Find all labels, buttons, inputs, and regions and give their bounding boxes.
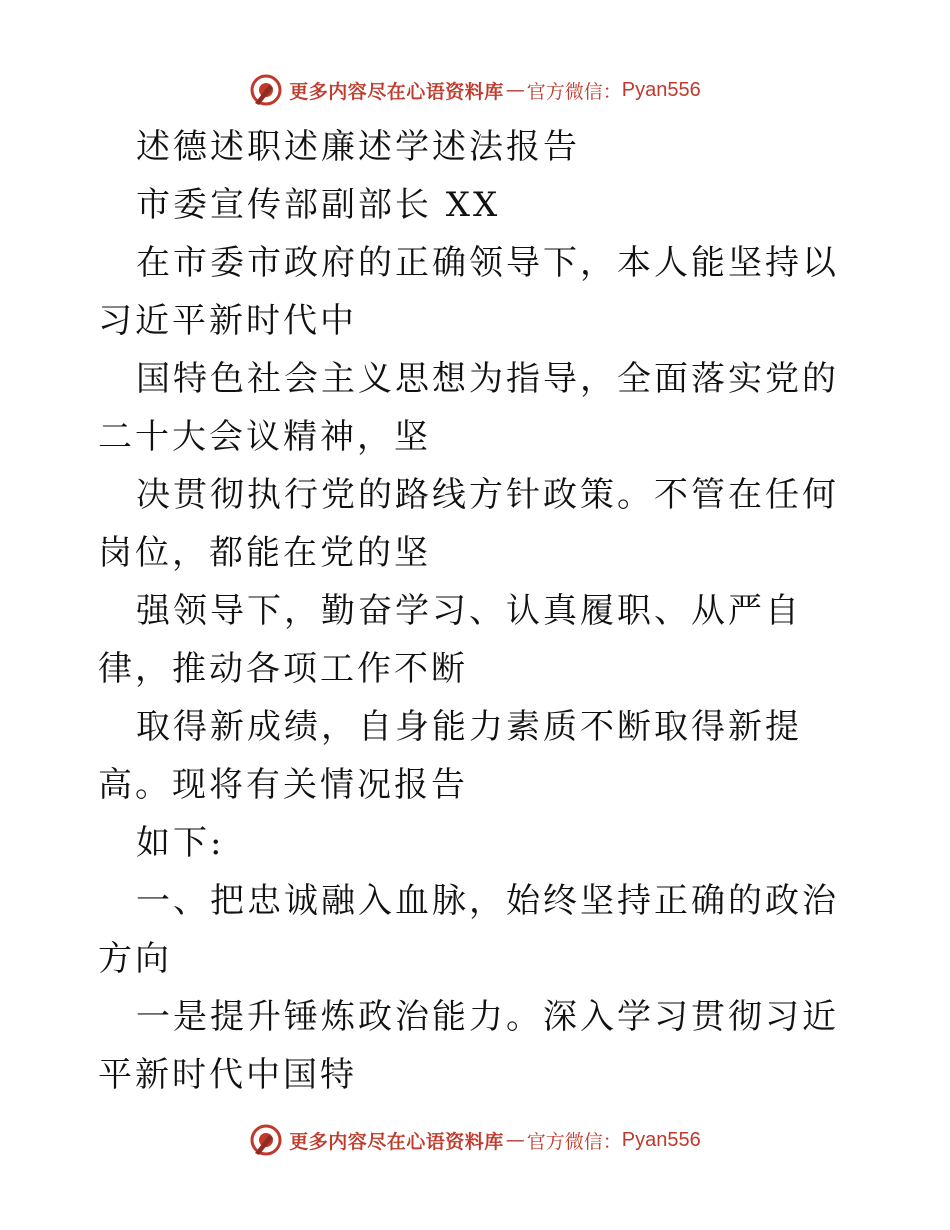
- watermark-separator: —: [505, 1129, 525, 1151]
- watermark-contact-label: 官方微信：: [526, 1130, 622, 1153]
- body-paragraph: 如下:: [136, 823, 225, 863]
- body-paragraph: 强领导下，勤奋学习、认真履职、从严自律，推动各项工作不断: [98, 591, 802, 689]
- watermark-contact-id: Pyan556: [621, 78, 701, 101]
- watermark-text: 更多内容尽在心语资料库: [289, 80, 504, 103]
- document-body: [98, 118, 858, 1104]
- watermark-text: 更多内容尽在心语资料库: [289, 1130, 504, 1153]
- header-watermark: [0, 70, 950, 110]
- body-paragraph: 在市委市政府的正确领导下，本人能坚持以习近平新时代中: [98, 243, 839, 341]
- pen-logo-icon: [249, 1123, 283, 1157]
- watermark-contact-id: Pyan556: [621, 1128, 701, 1151]
- body-paragraph: 一是提升锤炼政治能力。深入学习贯彻习近平新时代中国特: [98, 997, 839, 1095]
- document-title: 述德述职述廉述学述法报告: [136, 127, 580, 167]
- pen-logo-icon: [249, 73, 283, 107]
- body-paragraph: 取得新成绩，自身能力素质不断取得新提高。现将有关情况报告: [98, 707, 802, 805]
- footer-watermark: [0, 1120, 950, 1160]
- watermark-separator: —: [505, 79, 525, 101]
- author-line: 市委宣传部副部长 XX: [136, 185, 501, 225]
- body-paragraph: 决贯彻执行党的路线方针政策。不管在任何岗位，都能在党的坚: [98, 475, 839, 573]
- watermark-contact-label: 官方微信：: [526, 80, 622, 103]
- section-heading: 一、把忠诚融入血脉，始终坚持正确的政治方向: [98, 881, 839, 979]
- body-paragraph: 国特色社会主义思想为指导，全面落实党的二十大会议精神，坚: [98, 359, 839, 457]
